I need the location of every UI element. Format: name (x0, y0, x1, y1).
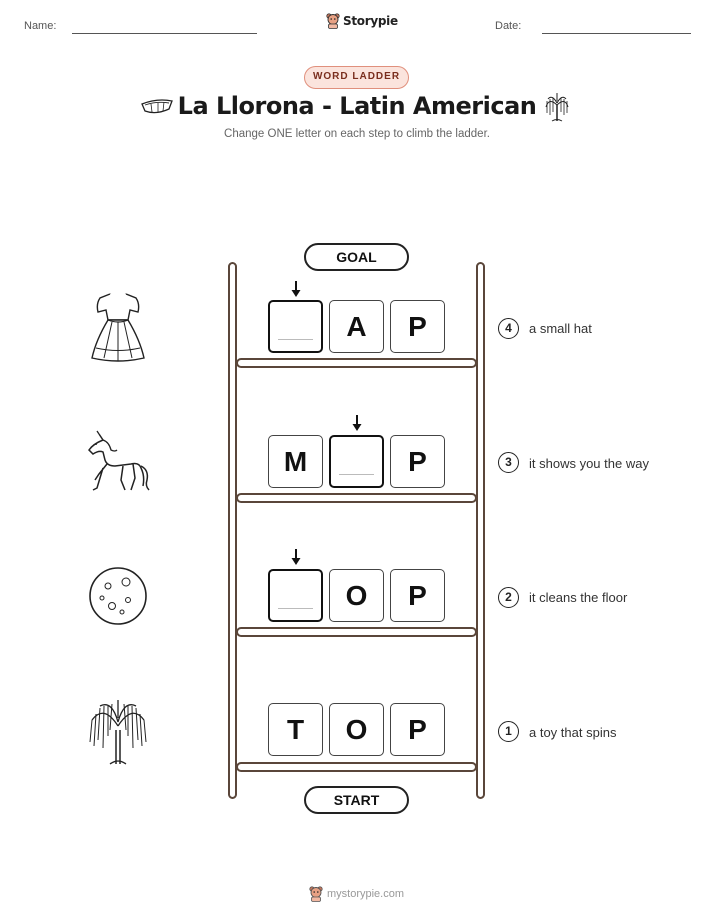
clue-number: 4 (498, 318, 519, 339)
clue-text: it shows you the way (529, 456, 649, 471)
down-arrow-icon (290, 280, 302, 298)
clue-text: a small hat (529, 321, 592, 336)
ladder-left-rail (228, 262, 237, 799)
page-title: La Llorona - Latin American (177, 92, 537, 120)
letter-tile: P (390, 703, 445, 756)
letter-tile: A (329, 300, 384, 353)
bear-mascot-icon (309, 886, 323, 902)
name-line (72, 33, 257, 34)
clue-text: a toy that spins (529, 725, 617, 740)
ladder-right-rail (476, 262, 485, 799)
down-arrow-icon (290, 548, 302, 566)
letter-tile: P (390, 569, 445, 622)
willow-tree-icon (86, 696, 150, 766)
letter-tile-blank[interactable] (268, 569, 323, 622)
bear-mascot-icon (326, 13, 340, 29)
brand-name: Storypie (343, 14, 398, 28)
letter-tile-blank[interactable] (268, 300, 323, 353)
clue-number: 1 (498, 721, 519, 742)
letter-tile: T (268, 703, 323, 756)
horse-icon (85, 430, 151, 494)
brand-logo (326, 13, 398, 29)
letter-tile-blank[interactable] (329, 435, 384, 488)
small-willow-icon (543, 91, 571, 123)
letter-tile: P (390, 300, 445, 353)
name-label: Name: (24, 20, 57, 32)
dress-icon (88, 290, 148, 364)
letter-tile: P (390, 435, 445, 488)
date-line (542, 33, 691, 34)
date-label: Date: (495, 20, 522, 32)
goal-label: GOAL (304, 243, 409, 271)
ladder-rung (236, 762, 477, 772)
clue-number: 2 (498, 587, 519, 608)
footer-url[interactable]: mystorypie.com (327, 888, 405, 900)
down-arrow-icon (351, 414, 363, 432)
start-label: START (304, 786, 409, 814)
footer (309, 886, 404, 902)
letter-tile: O (329, 703, 384, 756)
clue-text: it cleans the floor (529, 590, 628, 605)
letter-tile: M (268, 435, 323, 488)
ladder-rung (236, 627, 477, 637)
word-ladder-badge: WORD LADDER (304, 66, 409, 89)
ladder-rung (236, 493, 477, 503)
instructions: Change ONE letter on each step to climb the ladder. (224, 128, 490, 140)
letter-tile: O (329, 569, 384, 622)
moon-icon (88, 566, 148, 626)
clue-number: 3 (498, 452, 519, 473)
ladder-rung (236, 358, 477, 368)
